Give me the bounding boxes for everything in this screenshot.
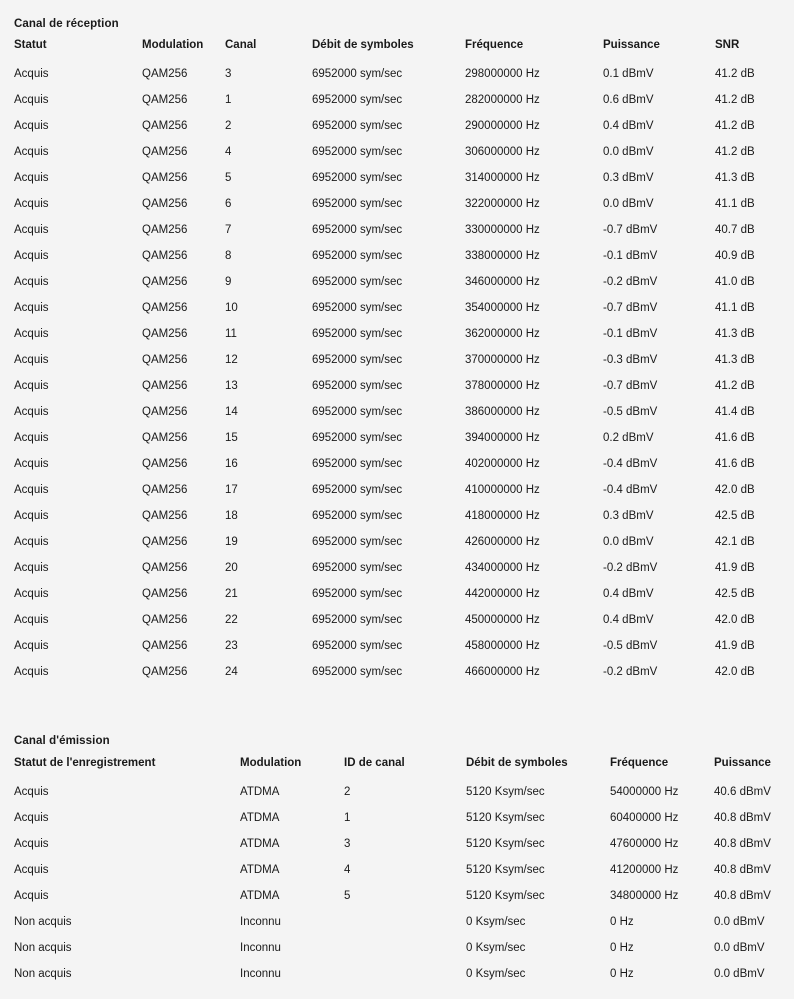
- cell-canal: 15: [225, 432, 238, 444]
- cell-debit: 6952000 sym/sec: [312, 146, 403, 158]
- table-row: [14, 347, 780, 373]
- cell-snr: 42.0 dB: [715, 666, 755, 678]
- cell-modulation: Inconnu: [240, 942, 281, 954]
- cell-modulation: QAM256: [142, 614, 188, 626]
- cell-modulation: QAM256: [142, 484, 188, 496]
- cell-statut: Acquis: [14, 640, 49, 652]
- table-row: [14, 139, 780, 165]
- cell-debit: 5120 Ksym/sec: [466, 890, 545, 902]
- cell-frequence: 314000000 Hz: [465, 172, 540, 184]
- cell-statut: Acquis: [14, 302, 49, 314]
- table-row: [14, 555, 780, 581]
- table-row: [14, 451, 780, 477]
- table-row: [14, 529, 780, 555]
- cell-debit: 6952000 sym/sec: [312, 328, 403, 340]
- cell-frequence: 434000000 Hz: [465, 562, 540, 574]
- transmit-section-title: Canal d'émission: [14, 735, 110, 747]
- cell-debit: 6952000 sym/sec: [312, 588, 403, 600]
- cell-statut: Acquis: [14, 510, 49, 522]
- cell-statut-enregistrement: Non acquis: [14, 968, 72, 980]
- cell-puissance: -0.4 dBmV: [603, 458, 658, 470]
- cell-statut: Acquis: [14, 328, 49, 340]
- cell-debit: 6952000 sym/sec: [312, 302, 403, 314]
- cell-statut: Acquis: [14, 536, 49, 548]
- cell-canal: 7: [225, 224, 232, 236]
- cell-puissance: -0.7 dBmV: [603, 380, 658, 392]
- column-header-id-canal: ID de canal: [344, 756, 405, 769]
- cell-modulation: QAM256: [142, 120, 188, 132]
- table-row: [14, 857, 780, 883]
- cell-puissance: -0.4 dBmV: [603, 484, 658, 496]
- cell-frequence: 330000000 Hz: [465, 224, 540, 236]
- cell-puissance: 0.6 dBmV: [603, 94, 654, 106]
- cell-canal: 17: [225, 484, 238, 496]
- cell-frequence: 306000000 Hz: [465, 146, 540, 158]
- cell-snr: 40.7 dB: [715, 224, 755, 236]
- cell-frequence: 346000000 Hz: [465, 276, 540, 288]
- column-header-statut-enregistrement: Statut de l'enregistrement: [14, 756, 156, 769]
- table-row: [14, 961, 780, 987]
- cell-snr: 41.2 dB: [715, 67, 755, 80]
- cell-debit: 6952000 sym/sec: [312, 666, 403, 678]
- cell-debit: 6952000 sym/sec: [312, 510, 403, 522]
- cell-puissance: 0.3 dBmV: [603, 510, 654, 522]
- cell-modulation: QAM256: [142, 380, 188, 392]
- cell-statut-enregistrement: Acquis: [14, 864, 49, 876]
- cell-statut: Acquis: [14, 172, 49, 184]
- cell-modulation: QAM256: [142, 536, 188, 548]
- cell-puissance: 0.0 dBmV: [603, 146, 654, 158]
- cell-puissance: -0.7 dBmV: [603, 302, 658, 314]
- cell-debit: 5120 Ksym/sec: [466, 864, 545, 876]
- cell-debit: 0 Ksym/sec: [466, 942, 526, 954]
- cell-frequence: 0 Hz: [610, 968, 634, 980]
- cell-id-canal: 1: [344, 812, 351, 824]
- cell-snr: 41.6 dB: [715, 432, 755, 444]
- cell-modulation: QAM256: [142, 146, 188, 158]
- cell-frequence: 60400000 Hz: [610, 812, 679, 824]
- cell-snr: 41.2 dB: [715, 94, 755, 106]
- cell-canal: 18: [225, 510, 238, 522]
- table-row: [14, 165, 780, 191]
- cell-frequence: 402000000 Hz: [465, 458, 540, 470]
- cell-modulation: QAM256: [142, 224, 188, 236]
- cell-frequence: 338000000 Hz: [465, 250, 540, 262]
- cell-puissance: -0.2 dBmV: [603, 276, 658, 288]
- cell-puissance: 0.4 dBmV: [603, 614, 654, 626]
- cell-snr: 41.2 dB: [715, 380, 755, 392]
- cell-frequence: 54000000 Hz: [610, 785, 679, 798]
- cell-id-canal: 4: [344, 864, 351, 876]
- cell-canal: 22: [225, 614, 238, 626]
- cell-debit: 6952000 sym/sec: [312, 432, 403, 444]
- table-row: [14, 425, 780, 451]
- cell-modulation: QAM256: [142, 458, 188, 470]
- cell-frequence: 466000000 Hz: [465, 666, 540, 678]
- cell-id-canal: [344, 909, 466, 935]
- cell-canal: 13: [225, 380, 238, 392]
- cell-puissance: 0.0 dBmV: [603, 536, 654, 548]
- cell-modulation: QAM256: [142, 276, 188, 288]
- table-row: [14, 503, 780, 529]
- cell-statut: Acquis: [14, 276, 49, 288]
- table-row: [14, 295, 780, 321]
- cell-puissance: 0.0 dBmV: [714, 968, 765, 980]
- cell-canal: 19: [225, 536, 238, 548]
- cell-snr: 41.2 dB: [715, 146, 755, 158]
- cell-debit: 5120 Ksym/sec: [466, 785, 545, 798]
- table-row: [14, 805, 780, 831]
- column-header-frequence: Fréquence: [465, 39, 524, 51]
- cell-id-canal: 3: [344, 838, 351, 850]
- table-row: [14, 191, 780, 217]
- cell-statut: Acquis: [14, 224, 49, 236]
- cell-modulation: ATDMA: [240, 890, 280, 902]
- table-row: [14, 659, 780, 685]
- cell-snr: 41.0 dB: [715, 276, 755, 288]
- cell-statut-enregistrement: Acquis: [14, 785, 49, 798]
- cell-canal: 6: [225, 198, 232, 210]
- transmit-channel-table: [14, 747, 780, 987]
- table-row: [14, 607, 780, 633]
- cell-id-canal: [344, 935, 466, 961]
- cell-canal: 3: [225, 67, 232, 80]
- cell-statut: Acquis: [14, 614, 49, 626]
- table-row: [14, 87, 780, 113]
- receive-section-title: Canal de réception: [14, 18, 119, 30]
- cell-debit: 6952000 sym/sec: [312, 250, 403, 262]
- cell-modulation: QAM256: [142, 328, 188, 340]
- table-header-row: [14, 30, 780, 60]
- cell-modulation: QAM256: [142, 94, 188, 106]
- cell-frequence: 378000000 Hz: [465, 380, 540, 392]
- cell-debit: 6952000 sym/sec: [312, 172, 403, 184]
- cell-debit: 6952000 sym/sec: [312, 380, 403, 392]
- cell-debit: 6952000 sym/sec: [312, 536, 403, 548]
- cell-canal: 5: [225, 172, 232, 184]
- column-header-canal: Canal: [225, 39, 257, 51]
- cell-snr: 41.3 dB: [715, 354, 755, 366]
- cell-snr: 41.6 dB: [715, 458, 755, 470]
- cell-debit: 0 Ksym/sec: [466, 968, 526, 980]
- cell-statut-enregistrement: Non acquis: [14, 942, 72, 954]
- table-row: [14, 60, 780, 87]
- cell-debit: 0 Ksym/sec: [466, 916, 526, 928]
- cell-debit: 6952000 sym/sec: [312, 614, 403, 626]
- column-header-snr: SNR: [715, 39, 740, 51]
- cell-statut: Acquis: [14, 588, 49, 600]
- cell-debit: 6952000 sym/sec: [312, 640, 403, 652]
- cell-statut-enregistrement: Acquis: [14, 838, 49, 850]
- cell-modulation: QAM256: [142, 666, 188, 678]
- cell-statut: Acquis: [14, 67, 49, 80]
- cell-puissance: 0.0 dBmV: [603, 198, 654, 210]
- cell-statut: Acquis: [14, 406, 49, 418]
- cell-snr: 42.0 dB: [715, 614, 755, 626]
- cell-debit: 6952000 sym/sec: [312, 484, 403, 496]
- cell-canal: 8: [225, 250, 232, 262]
- cell-canal: 23: [225, 640, 238, 652]
- cell-statut-enregistrement: Non acquis: [14, 916, 72, 928]
- cell-canal: 14: [225, 406, 238, 418]
- cell-statut: Acquis: [14, 94, 49, 106]
- cell-modulation: QAM256: [142, 198, 188, 210]
- cell-debit: 6952000 sym/sec: [312, 120, 403, 132]
- table-row: [14, 269, 780, 295]
- cell-snr: 41.9 dB: [715, 562, 755, 574]
- table-row: [14, 778, 780, 805]
- table-row: [14, 909, 780, 935]
- column-header-frequence: Fréquence: [610, 756, 669, 769]
- cell-id-canal: [344, 961, 466, 987]
- cell-canal: 2: [225, 120, 232, 132]
- cell-modulation: QAM256: [142, 406, 188, 418]
- table-row: [14, 399, 780, 425]
- cell-snr: 42.1 dB: [715, 536, 755, 548]
- cell-puissance: -0.1 dBmV: [603, 250, 658, 262]
- cell-frequence: 442000000 Hz: [465, 588, 540, 600]
- cell-puissance: 40.8 dBmV: [714, 890, 771, 902]
- cell-modulation: ATDMA: [240, 864, 280, 876]
- cell-frequence: 386000000 Hz: [465, 406, 540, 418]
- column-header-puissance: Puissance: [714, 756, 771, 769]
- cell-frequence: 410000000 Hz: [465, 484, 540, 496]
- cell-statut-enregistrement: Acquis: [14, 812, 49, 824]
- cell-debit: 6952000 sym/sec: [312, 562, 403, 574]
- cell-statut: Acquis: [14, 250, 49, 262]
- cell-debit: 6952000 sym/sec: [312, 94, 403, 106]
- receive-channel-section: [14, 0, 780, 685]
- cell-modulation: QAM256: [142, 510, 188, 522]
- cell-debit: 6952000 sym/sec: [312, 198, 403, 210]
- cell-frequence: 0 Hz: [610, 942, 634, 954]
- cell-frequence: 418000000 Hz: [465, 510, 540, 522]
- cell-frequence: 458000000 Hz: [465, 640, 540, 652]
- cell-puissance: -0.7 dBmV: [603, 224, 658, 236]
- cell-puissance: 40.8 dBmV: [714, 864, 771, 876]
- cell-frequence: 47600000 Hz: [610, 838, 679, 850]
- cell-modulation: QAM256: [142, 250, 188, 262]
- cell-statut: Acquis: [14, 198, 49, 210]
- transmit-table-body: [14, 778, 780, 987]
- cell-modulation: ATDMA: [240, 812, 280, 824]
- receive-table-body: [14, 60, 780, 685]
- cell-debit: 5120 Ksym/sec: [466, 838, 545, 850]
- cell-frequence: 41200000 Hz: [610, 864, 679, 876]
- cell-canal: 10: [225, 302, 238, 314]
- table-row: [14, 831, 780, 857]
- cell-id-canal: 2: [344, 785, 351, 798]
- receive-channel-table: [14, 30, 780, 685]
- cell-puissance: 0.4 dBmV: [603, 120, 654, 132]
- cell-modulation: QAM256: [142, 562, 188, 574]
- cell-snr: 41.4 dB: [715, 406, 755, 418]
- cell-statut: Acquis: [14, 458, 49, 470]
- table-row: [14, 581, 780, 607]
- cell-debit: 6952000 sym/sec: [312, 276, 403, 288]
- cell-canal: 24: [225, 666, 238, 678]
- cell-puissance: 0.4 dBmV: [603, 588, 654, 600]
- transmit-table-header: [14, 747, 780, 778]
- cell-snr: 41.1 dB: [715, 302, 755, 314]
- table-row: [14, 243, 780, 269]
- cell-frequence: 298000000 Hz: [465, 67, 540, 80]
- cell-statut: Acquis: [14, 432, 49, 444]
- cell-statut: Acquis: [14, 380, 49, 392]
- cell-snr: 41.3 dB: [715, 328, 755, 340]
- cell-puissance: -0.2 dBmV: [603, 666, 658, 678]
- cell-puissance: -0.5 dBmV: [603, 640, 658, 652]
- cell-modulation: ATDMA: [240, 785, 280, 798]
- cell-snr: 41.3 dB: [715, 172, 755, 184]
- cell-snr: 42.0 dB: [715, 484, 755, 496]
- cell-puissance: -0.5 dBmV: [603, 406, 658, 418]
- cell-snr: 42.5 dB: [715, 510, 755, 522]
- cell-statut-enregistrement: Acquis: [14, 890, 49, 902]
- cell-puissance: -0.2 dBmV: [603, 562, 658, 574]
- cell-canal: 1: [225, 94, 232, 106]
- cell-frequence: 354000000 Hz: [465, 302, 540, 314]
- cell-puissance: 0.0 dBmV: [714, 942, 765, 954]
- cell-puissance: 40.8 dBmV: [714, 812, 771, 824]
- cell-statut: Acquis: [14, 484, 49, 496]
- cell-puissance: 0.1 dBmV: [603, 67, 654, 80]
- table-row: [14, 633, 780, 659]
- cell-snr: 42.5 dB: [715, 588, 755, 600]
- cell-modulation: Inconnu: [240, 968, 281, 980]
- cell-canal: 12: [225, 354, 238, 366]
- table-row: [14, 373, 780, 399]
- cell-modulation: Inconnu: [240, 916, 281, 928]
- cell-modulation: QAM256: [142, 354, 188, 366]
- cell-statut: Acquis: [14, 354, 49, 366]
- cell-id-canal: 5: [344, 890, 351, 902]
- table-row: [14, 477, 780, 503]
- cell-statut: Acquis: [14, 120, 49, 132]
- cell-snr: 41.1 dB: [715, 198, 755, 210]
- cell-puissance: -0.1 dBmV: [603, 328, 658, 340]
- cell-debit: 6952000 sym/sec: [312, 224, 403, 236]
- cell-canal: 21: [225, 588, 238, 600]
- cell-debit: 6952000 sym/sec: [312, 354, 403, 366]
- cell-debit: 6952000 sym/sec: [312, 67, 403, 80]
- column-header-debit: Débit de symboles: [312, 39, 414, 51]
- cell-frequence: 0 Hz: [610, 916, 634, 928]
- cell-snr: 41.2 dB: [715, 120, 755, 132]
- cell-statut: Acquis: [14, 146, 49, 158]
- receive-table-header: [14, 30, 780, 60]
- table-row: [14, 113, 780, 139]
- cell-frequence: 426000000 Hz: [465, 536, 540, 548]
- column-header-modulation: Modulation: [240, 756, 302, 769]
- cell-frequence: 322000000 Hz: [465, 198, 540, 210]
- transmit-channel-section: [14, 735, 780, 987]
- cell-frequence: 34800000 Hz: [610, 890, 679, 902]
- cell-puissance: 0.0 dBmV: [714, 916, 765, 928]
- cell-frequence: 450000000 Hz: [465, 614, 540, 626]
- cell-modulation: QAM256: [142, 588, 188, 600]
- cell-frequence: 282000000 Hz: [465, 94, 540, 106]
- cell-canal: 9: [225, 276, 232, 288]
- cell-snr: 41.9 dB: [715, 640, 755, 652]
- cell-statut: Acquis: [14, 666, 49, 678]
- cell-puissance: 0.2 dBmV: [603, 432, 654, 444]
- cell-debit: 6952000 sym/sec: [312, 458, 403, 470]
- cell-puissance: 40.6 dBmV: [714, 785, 771, 798]
- cell-snr: 40.9 dB: [715, 250, 755, 262]
- cell-frequence: 362000000 Hz: [465, 328, 540, 340]
- cell-modulation: QAM256: [142, 432, 188, 444]
- column-header-modulation: Modulation: [142, 39, 204, 51]
- cell-debit: 5120 Ksym/sec: [466, 812, 545, 824]
- cell-modulation: ATDMA: [240, 838, 280, 850]
- cell-frequence: 370000000 Hz: [465, 354, 540, 366]
- cell-modulation: QAM256: [142, 172, 188, 184]
- column-header-puissance: Puissance: [603, 39, 660, 51]
- cell-frequence: 394000000 Hz: [465, 432, 540, 444]
- cell-statut: Acquis: [14, 562, 49, 574]
- cell-puissance: -0.3 dBmV: [603, 354, 658, 366]
- table-header-row: [14, 747, 780, 778]
- cell-canal: 11: [225, 328, 237, 340]
- cell-frequence: 290000000 Hz: [465, 120, 540, 132]
- table-row: [14, 217, 780, 243]
- cell-modulation: QAM256: [142, 640, 188, 652]
- cell-canal: 16: [225, 458, 238, 470]
- cell-modulation: QAM256: [142, 67, 188, 80]
- table-row: [14, 935, 780, 961]
- cell-modulation: QAM256: [142, 302, 188, 314]
- column-header-statut: Statut: [14, 39, 47, 51]
- cell-puissance: 40.8 dBmV: [714, 838, 771, 850]
- table-row: [14, 321, 780, 347]
- cell-canal: 4: [225, 146, 232, 158]
- table-row: [14, 883, 780, 909]
- cell-debit: 6952000 sym/sec: [312, 406, 403, 418]
- cell-puissance: 0.3 dBmV: [603, 172, 654, 184]
- cell-canal: 20: [225, 562, 238, 574]
- column-header-debit: Débit de symboles: [466, 756, 568, 769]
